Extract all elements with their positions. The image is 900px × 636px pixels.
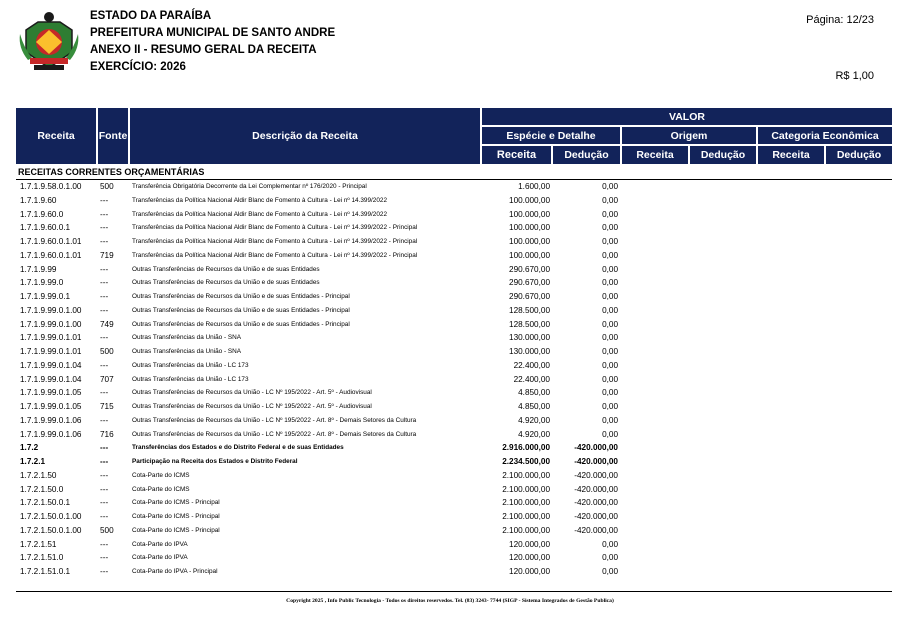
row-receita: 128.500,00 (509, 305, 550, 315)
row-receita: 100.000,00 (509, 223, 550, 233)
prefecture-name: PREFEITURA MUNICIPAL DE SANTO ANDRE (90, 27, 336, 39)
row-receita: 128.500,00 (509, 319, 550, 329)
row-deducao: 0,00 (602, 553, 618, 563)
row-receita: 2.234.500,00 (502, 457, 550, 466)
row-receita: 100.000,00 (509, 195, 550, 205)
row-deducao: 0,00 (602, 347, 618, 356)
row-receita: 1.600,00 (518, 182, 550, 191)
row-fonte: --- (100, 553, 109, 563)
row-receita: 130.000,00 (509, 333, 550, 343)
row-description: Cota-Parte do ICMS - Principal (132, 499, 220, 507)
row-fonte: 715 (100, 402, 114, 411)
row-receita: 290.670,00 (509, 278, 550, 288)
row-description: Outras Transferências da União - SNA (132, 334, 242, 342)
row-receita: 290.670,00 (509, 264, 550, 274)
table-row (0, 511, 900, 525)
table-row (0, 525, 900, 539)
row-description: Transferência Obrigatória Decorrente da Lei Complementar nº 176/2020 - Principal (132, 183, 367, 190)
row-deducao: 0,00 (602, 567, 618, 576)
table-row (0, 277, 900, 291)
row-description: Transferências da Política Nacional Aldir Blanc de Fomento à Cultura - Lei nº 14.399/2022 - Principal (132, 224, 418, 232)
row-receita: 22.400,00 (513, 360, 550, 370)
row-code: 1.7.2.1 (20, 457, 46, 466)
row-fonte: 500 (100, 525, 114, 535)
row-code: 1.7.1.9.99.0.1.04 (20, 374, 82, 384)
row-deducao: 0,00 (602, 250, 618, 260)
header-descricao: Descrição da Receita (130, 108, 480, 164)
table-row (0, 319, 900, 333)
row-deducao: -420.000,00 (574, 443, 618, 453)
row-code: 1.7.2.1.50.0.1 (20, 498, 71, 508)
row-fonte: --- (100, 484, 109, 494)
table-row (0, 497, 900, 511)
section-divider (16, 179, 892, 180)
revenue-table-body (0, 181, 900, 580)
table-row (0, 374, 900, 388)
row-description: Outras Transferências de Recursos da União - LC Nº 195/2022 - Art. 5º - Audiovisual (132, 403, 372, 410)
row-code: 1.7.1.9.99.0.1 (20, 292, 71, 301)
row-code: 1.7.2.1.50.0 (20, 484, 64, 494)
table-row (0, 346, 900, 360)
row-description: Participação na Receita dos Estados e Distrito Federal (132, 458, 298, 465)
table-row (0, 442, 900, 456)
row-description: Outras Transferências da União - LC 173 (132, 375, 249, 383)
row-code: 1.7.1.9.99 (20, 264, 57, 274)
table-row (0, 291, 900, 305)
row-receita: 4.850,00 (518, 402, 550, 411)
row-description: Transferências da Política Nacional Aldir Blanc de Fomento à Cultura - Lei nº 14.399/2022 (132, 196, 388, 204)
row-deducao: -420.000,00 (574, 457, 618, 466)
row-fonte: 707 (100, 374, 114, 384)
row-code: 1.7.1.9.60.0 (20, 209, 64, 219)
row-description: Outras Transferências da União - SNA (132, 348, 242, 355)
table-row (0, 456, 900, 470)
row-deducao: 0,00 (602, 182, 618, 191)
row-description: Cota-Parte do ICMS - Principal (132, 526, 220, 534)
row-deducao: 0,00 (602, 278, 618, 288)
table-row (0, 539, 900, 553)
row-deducao: 0,00 (602, 333, 618, 343)
page-number: Página: 12/23 (806, 14, 874, 26)
table-row (0, 264, 900, 278)
row-fonte: 716 (100, 429, 114, 439)
row-description: Cota-Parte do ICMS - Principal (132, 513, 220, 520)
table-row (0, 236, 900, 250)
row-fonte: --- (100, 443, 109, 453)
header-categoria: Categoria Econômica (758, 127, 892, 144)
row-fonte: --- (100, 457, 109, 466)
row-code: 1.7.1.9.99.0 (20, 278, 64, 288)
row-description: Outras Transferências de Recursos da União - LC Nº 195/2022 - Art. 8º - Demais Setores da Cultura (132, 416, 417, 424)
row-deducao: 0,00 (602, 402, 618, 411)
table-row (0, 332, 900, 346)
header-categoria-deducao: Dedução (826, 146, 892, 164)
row-receita: 22.400,00 (513, 374, 550, 384)
row-code: 1.7.2 (20, 443, 39, 453)
row-fonte: --- (100, 209, 109, 219)
row-code: 1.7.1.9.99.0.1.00 (20, 319, 82, 329)
row-fonte: --- (100, 305, 109, 315)
row-code: 1.7.1.9.60 (20, 195, 57, 205)
row-deducao: -420.000,00 (574, 470, 618, 480)
table-row (0, 566, 900, 580)
row-description: Outras Transferências de Recursos da União e de suas Entidades (132, 265, 320, 273)
row-fonte: 749 (100, 319, 114, 329)
annex-title: ANEXO II - RESUMO GERAL DA RECEITA (90, 44, 317, 56)
row-deducao: 0,00 (602, 429, 618, 439)
coat-of-arms-logo (18, 8, 80, 72)
row-deducao: 0,00 (602, 305, 618, 315)
row-deducao: 0,00 (602, 264, 618, 274)
row-code: 1.7.1.9.99.0.1.06 (20, 429, 82, 439)
row-description: Cota-Parte do ICMS (132, 485, 190, 493)
row-code: 1.7.1.9.60.0.1.01 (20, 250, 82, 260)
row-receita: 290.670,00 (509, 292, 550, 301)
header-valor: VALOR (482, 108, 892, 125)
row-receita: 2.100.000,00 (502, 525, 550, 535)
header-origem-deducao: Dedução (690, 146, 756, 164)
table-row (0, 552, 900, 566)
row-deducao: -420.000,00 (574, 498, 618, 508)
header-receita: Receita (16, 108, 96, 164)
row-code: 1.7.1.9.99.0.1.06 (20, 415, 82, 425)
row-code: 1.7.1.9.99.0.1.05 (20, 402, 82, 411)
table-row (0, 181, 900, 195)
row-receita: 120.000,00 (509, 567, 550, 576)
row-description: Cota-Parte do ICMS (132, 471, 190, 479)
row-fonte: --- (100, 498, 109, 508)
table-row (0, 415, 900, 429)
row-fonte: --- (100, 567, 109, 576)
row-fonte: --- (100, 264, 109, 274)
row-fonte: --- (100, 237, 109, 246)
row-deducao: 0,00 (602, 539, 618, 549)
row-fonte: 500 (100, 347, 114, 356)
row-deducao: -420.000,00 (574, 525, 618, 535)
row-receita: 2.100.000,00 (502, 512, 550, 521)
row-fonte: --- (100, 195, 109, 205)
row-code: 1.7.2.1.50.0.1.00 (20, 512, 82, 521)
footer-copyright: Copyright 2025 , Info Public Tecnologia - Todos os direitos reservedos. Tel. (83) 3243- 7744 (SIGP - Sistema Integrados de Gestão Publica) (286, 598, 614, 604)
row-fonte: 719 (100, 250, 114, 260)
row-description: Outras Transferências de Recursos da União e de suas Entidades - Principal (132, 293, 350, 300)
row-deducao: 0,00 (602, 360, 618, 370)
state-name: ESTADO DA PARAÍBA (90, 10, 212, 22)
row-description: Transferências da Política Nacional Aldir Blanc de Fomento à Cultura - Lei nº 14.399/2022 (132, 210, 388, 218)
row-description: Outras Transferências de Recursos da União - LC Nº 195/2022 - Art. 8º - Demais Setores da Cultura (132, 430, 417, 438)
row-deducao: 0,00 (602, 223, 618, 233)
row-deducao: 0,00 (602, 319, 618, 329)
row-description: Outras Transferências de Recursos da União e de suas Entidades (132, 279, 320, 287)
footer-divider (16, 591, 892, 592)
exercise-year: EXERCÍCIO: 2026 (90, 61, 186, 73)
row-fonte: --- (100, 539, 109, 549)
row-code: 1.7.1.9.99.0.1.01 (20, 333, 82, 343)
row-deducao: 0,00 (602, 237, 618, 246)
row-fonte: --- (100, 333, 109, 343)
row-fonte: --- (100, 360, 109, 370)
row-receita: 130.000,00 (509, 347, 550, 356)
table-row (0, 470, 900, 484)
row-fonte: --- (100, 292, 109, 301)
row-description: Outras Transferências de Recursos da União e de suas Entidades - Principal (132, 306, 350, 314)
row-code: 1.7.1.9.99.0.1.05 (20, 388, 82, 398)
row-description: Outras Transferências de Recursos da União - LC Nº 195/2022 - Art. 5º - Audiovisual (132, 389, 372, 397)
header-categoria-receita: Receita (758, 146, 824, 164)
row-receita: 4.920,00 (518, 415, 550, 425)
row-receita: 2.916.000,00 (502, 443, 550, 453)
section-title: RECEITAS CORRENTES ORÇAMENTÁRIAS (18, 167, 205, 177)
row-description: Outras Transferências da União - LC 173 (132, 361, 249, 369)
table-row (0, 222, 900, 236)
row-description: Transferências da Política Nacional Aldir Blanc de Fomento à Cultura - Lei nº 14.399/2022 - Principal (132, 238, 418, 245)
header-origem: Origem (622, 127, 756, 144)
row-code: 1.7.2.1.50.0.1.00 (20, 525, 82, 535)
row-code: 1.7.2.1.51 (20, 539, 57, 549)
row-code: 1.7.1.9.60.0.1.01 (20, 237, 82, 246)
row-code: 1.7.1.9.58.0.1.00 (20, 182, 82, 191)
header-especie-deducao: Dedução (553, 146, 620, 164)
row-code: 1.7.1.9.99.0.1.04 (20, 360, 82, 370)
row-receita: 120.000,00 (509, 539, 550, 549)
currency-unit: R$ 1,00 (835, 70, 874, 82)
table-row (0, 387, 900, 401)
table-row (0, 195, 900, 209)
row-deducao: 0,00 (602, 195, 618, 205)
header-origem-receita: Receita (622, 146, 688, 164)
row-code: 1.7.2.1.50 (20, 470, 57, 480)
row-description: Transferências da Política Nacional Aldir Blanc de Fomento à Cultura - Lei nº 14.399/2022 - Principal (132, 251, 418, 259)
row-receita: 2.100.000,00 (502, 470, 550, 480)
row-receita: 4.920,00 (518, 429, 550, 439)
table-row (0, 360, 900, 374)
row-deducao: 0,00 (602, 415, 618, 425)
table-row (0, 305, 900, 319)
row-description: Cota-Parte do IPVA - Principal (132, 568, 218, 575)
row-code: 1.7.1.9.99.0.1.01 (20, 347, 82, 356)
row-deducao: 0,00 (602, 374, 618, 384)
header-especie: Espécie e Detalhe (482, 127, 620, 144)
table-row (0, 401, 900, 415)
row-code: 1.7.2.1.51.0 (20, 553, 64, 563)
row-fonte: --- (100, 415, 109, 425)
row-receita: 100.000,00 (509, 209, 550, 219)
row-fonte: --- (100, 512, 109, 521)
row-description: Transferências dos Estados e do Distrito Federal e de suas Entidades (132, 444, 344, 452)
row-description: Outras Transferências de Recursos da União e de suas Entidades - Principal (132, 320, 350, 328)
row-receita: 2.100.000,00 (502, 484, 550, 494)
header-fonte: Fonte (98, 108, 128, 164)
row-fonte: --- (100, 223, 109, 233)
table-row (0, 209, 900, 223)
row-receita: 4.850,00 (518, 388, 550, 398)
table-row (0, 250, 900, 264)
row-description: Cota-Parte do IPVA (132, 540, 188, 548)
row-deducao: -420.000,00 (574, 484, 618, 494)
row-deducao: 0,00 (602, 292, 618, 301)
row-fonte: --- (100, 388, 109, 398)
row-code: 1.7.1.9.99.0.1.00 (20, 305, 82, 315)
row-receita: 120.000,00 (509, 553, 550, 563)
report-header (90, 8, 335, 76)
row-fonte: --- (100, 278, 109, 288)
table-header (16, 108, 892, 164)
row-deducao: 0,00 (602, 209, 618, 219)
row-fonte: --- (100, 470, 109, 480)
row-receita: 100.000,00 (509, 250, 550, 260)
table-row (0, 484, 900, 498)
row-description: Cota-Parte do IPVA (132, 554, 188, 562)
row-code: 1.7.1.9.60.0.1 (20, 223, 71, 233)
row-fonte: 500 (100, 182, 114, 191)
row-deducao: -420.000,00 (574, 512, 618, 521)
row-receita: 100.000,00 (509, 237, 550, 246)
row-code: 1.7.2.1.51.0.1 (20, 567, 71, 576)
row-deducao: 0,00 (602, 388, 618, 398)
header-especie-receita: Receita (482, 146, 551, 164)
row-receita: 2.100.000,00 (502, 498, 550, 508)
table-row (0, 429, 900, 443)
